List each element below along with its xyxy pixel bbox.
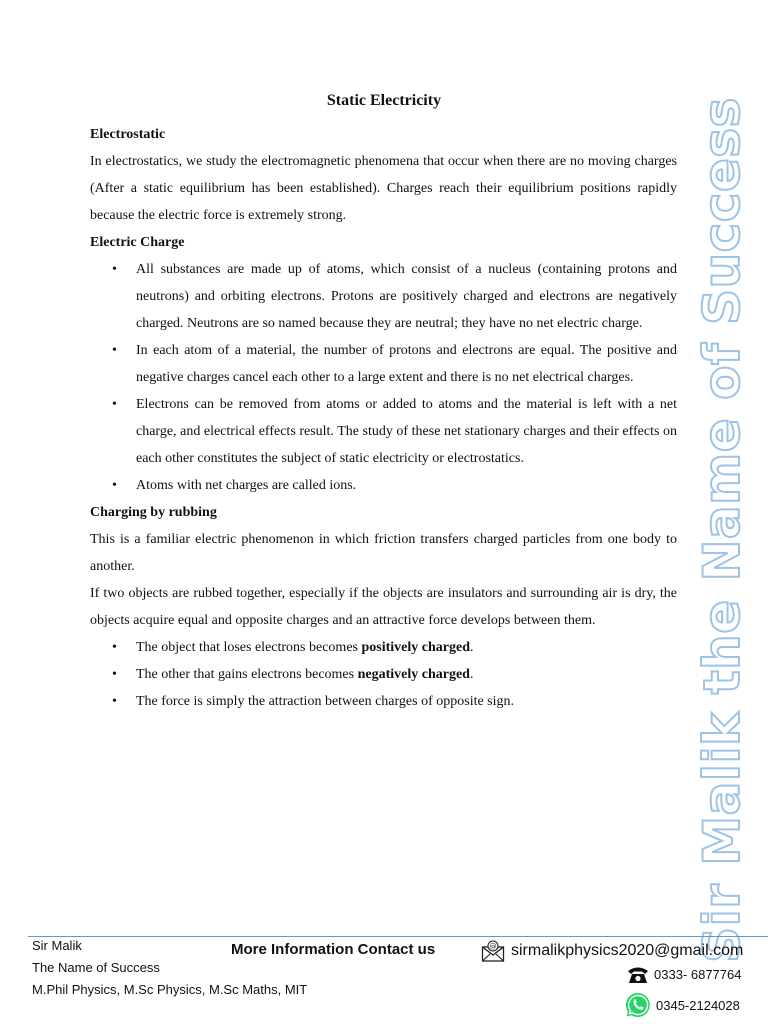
- text: The other that gains electrons becomes: [136, 667, 358, 682]
- whatsapp-icon: [624, 991, 652, 1019]
- author-name: Sir Malik: [32, 938, 82, 953]
- paragraph: This is a familiar electric phenomenon in which friction transfers charged particles from one body to another.: [90, 532, 677, 574]
- list-item: [90, 688, 677, 715]
- whatsapp-contact[interactable]: [624, 991, 740, 1019]
- text: .: [469, 667, 474, 682]
- bold-text: negatively charged: [357, 667, 470, 682]
- phone-contact[interactable]: [626, 964, 741, 984]
- section-heading-electrostatic: Electrostatic: [90, 127, 166, 142]
- list-item: [90, 661, 677, 688]
- paragraph: If two objects are rubbed together, especially if the objects are insulators and surrounding air is dry, the objects acquire equal and opposite charges and an attractive force develops between them.: [90, 586, 677, 628]
- list-item: • In each atom of a material, the number of protons and electrons are equal. The positive and negative charges cancel each other to a large extent and there is no net electrical charges.: [90, 337, 677, 391]
- page-title: Static Electricity: [326, 92, 442, 109]
- list-item: • Electrons can be removed from atoms or added to atoms and the material is left with a net charge, and electrical effects result. The study of these net stationary charges and their effects on each other constitutes the subject of static electricity or electrostatics.: [90, 391, 677, 472]
- svg-text:@: @: [489, 942, 497, 951]
- contact-label: More Information Contact us: [231, 941, 436, 958]
- bullet-list: [90, 634, 677, 715]
- email-contact[interactable]: [481, 940, 743, 962]
- author-qualifications: M.Phil Physics, M.Sc Physics, M.Sc Maths, MIT: [32, 982, 308, 997]
- whatsapp-number: 0345-2124028: [656, 997, 740, 1013]
- list-item: [90, 634, 677, 661]
- text: The force is simply the attraction between charges of opposite sign.: [136, 694, 515, 709]
- bullet-list: [90, 256, 677, 499]
- document-body: [90, 121, 677, 715]
- telephone-icon: [626, 964, 650, 984]
- list-item: • Atoms with net charges are called ions.: [90, 472, 677, 499]
- watermark-text: Sir Malik the Name of Success: [693, 97, 751, 963]
- section-heading-electric-charge: Electric Charge: [90, 235, 185, 250]
- text: .: [469, 640, 474, 655]
- list-item: • All substances are made up of atoms, which consist of a nucleus (containing protons and neutrons) and orbiting electrons. Protons are positively charged and electrons are negatively charged. Neutrons are so named because they are neutral; they have no net electric charge.: [90, 256, 677, 337]
- email-envelope-icon: [481, 940, 505, 962]
- paragraph: In electrostatics, we study the electromagnetic phenomena that occur when there are no moving charges (After a static equilibrium has been established). Charges reach their equilibrium positions rapidly because the electric force is extremely strong.: [90, 154, 677, 223]
- bold-text: positively charged: [361, 640, 470, 655]
- text: The object that loses electrons becomes: [136, 640, 362, 655]
- email-address: sirmalikphysics2020@gmail.com: [511, 942, 744, 959]
- section-heading-charging-by-rubbing: Charging by rubbing: [90, 505, 217, 520]
- phone-number: 0333- 6877764: [654, 966, 742, 982]
- author-tagline: The Name of Success: [32, 960, 160, 975]
